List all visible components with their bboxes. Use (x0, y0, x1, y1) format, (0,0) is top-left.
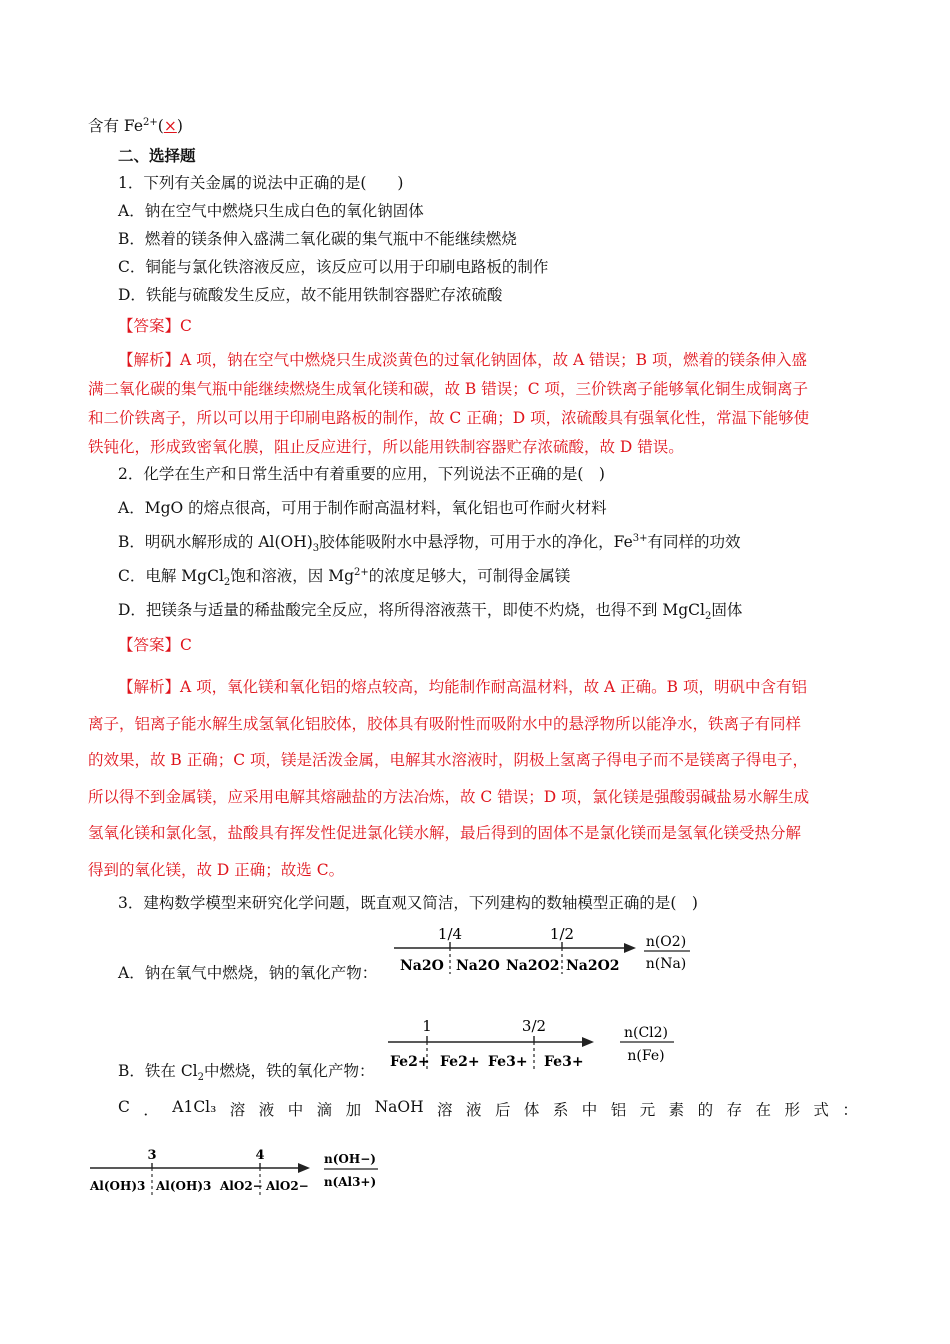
q2-c-sup: 2+ (354, 566, 369, 578)
b-ratio-denominator: n(Fe) (627, 1048, 665, 1064)
q3-b-sub: 2 (197, 1072, 205, 1084)
a-region-4: Na2O2 (566, 958, 620, 974)
b-region-4: Fe3+ (544, 1054, 584, 1070)
a-tick-2: 1/2 (549, 925, 575, 943)
c-token: 后 (494, 1101, 511, 1119)
c-token: 中 (287, 1101, 304, 1119)
c-token: 体 (523, 1101, 540, 1119)
q3-b-part1: B．铁在 Cl (118, 1062, 198, 1080)
c-region-1: Al(OH)3 (90, 1179, 146, 1193)
c-token: 中 (581, 1101, 598, 1119)
c-ratio-numerator: n(OH−) (324, 1152, 376, 1166)
c-token: 的 (697, 1101, 714, 1119)
b-tick-1: 1 (422, 1017, 432, 1035)
q2-b-sup: 3+ (632, 532, 648, 544)
c-token: 素 (668, 1101, 685, 1119)
a-region-1: Na2O (400, 958, 444, 974)
q2-c-sub: 2 (223, 577, 231, 589)
c-region-4: AlO2− (266, 1179, 309, 1193)
q1-option-a: A．钠在空气中燃烧只生成白色的氧化钠固体 (118, 202, 424, 220)
c-token: 溶 (437, 1101, 453, 1119)
q3-option-b (118, 1061, 375, 1084)
q1-analysis-line: 和二价铁离子，所以可以用于印刷电路板的制作，故 C 正确；D 项，浓硫酸具有强氧化性，常温下能够使 (88, 409, 810, 427)
q2-analysis (88, 669, 860, 888)
q1-option-c: C．铜能与氯化铁溶液反应，该反应可以用于印刷电路板的制作 (118, 258, 549, 276)
c-token: 溶 (229, 1101, 246, 1119)
q1-option-d: D．铁能与硫酸发生反应，故不能用铁制容器贮存浓硫酸 (118, 286, 503, 304)
q2-option-d (118, 600, 743, 623)
q2-b-part1: B．明矾水解形成的 Al(OH) (118, 533, 313, 551)
c-token: A1Cl₃ (172, 1098, 217, 1116)
section-title: 二、选择题 (118, 146, 196, 165)
b-region-1: Fe2+ (390, 1054, 430, 1070)
q1-stem: 1．下列有关金属的说法中正确的是( ) (118, 174, 404, 192)
c-tick-1: 3 (147, 1148, 157, 1163)
c-token: 滴 (316, 1101, 333, 1119)
q2-option-a: A．MgO 的熔点很高，可用于制作耐高温材料，氧化铝也可作耐火材料 (118, 499, 607, 517)
fe-charge: 2+ (143, 116, 158, 128)
q2-c-part2: 饱和溶液，因 Mg (230, 567, 355, 585)
c-token: 在 (755, 1101, 772, 1119)
wrong-mark: × (163, 117, 177, 135)
c-token: 加 (345, 1101, 362, 1119)
q3-c-number-line (86, 1146, 396, 1202)
q3-a-number-line (388, 922, 698, 984)
q1-analysis-line: 满二氧化碳的集气瓶中能继续燃烧生成氧化镁和碳，故 B 错误；C 项，三价铁离子能够氧化铜生成铜离子 (88, 380, 809, 398)
b-region-2: Fe2+ (440, 1054, 480, 1070)
q2-b-sub: 3 (312, 543, 320, 555)
q3-stem: 3．建构数学模型来研究化学问题，既直观又简洁，下列建构的数轴模型正确的是( ) (118, 894, 698, 912)
q2-analysis-line: 的效果，故 B 正确；C 项，镁是活泼金属，电解其水溶液时，阴极上氢离子得电子而不是镁离子得电子， (88, 751, 809, 769)
q2-d-part1: D．把镁条与适量的稀盐酸完全反应，将所得溶液蒸干，即使不灼烧，也得不到 MgCl (118, 601, 705, 619)
q2-c-part1: C．电解 MgCl (118, 567, 224, 585)
c-token: ． (143, 1101, 159, 1119)
a-ratio-denominator: n(Na) (645, 956, 687, 972)
open-paren: ( (157, 117, 164, 135)
q3-option-c (118, 1098, 858, 1120)
q2-stem: 2．化学在生产和日常生活中有着重要的应用，下列说法不正确的是( ) (118, 465, 605, 483)
q2-option-b (118, 532, 741, 555)
c-token: ： (842, 1101, 858, 1119)
q1-analysis (88, 346, 860, 462)
c-token: 元 (639, 1101, 656, 1119)
c-token: NaOH (374, 1098, 424, 1116)
q2-analysis-line: 氢氧化镁和氯化氢，盐酸具有挥发性促进氯化镁水解，最后得到的固体不是氯化镁而是氢氧化镁受热分解 (88, 824, 802, 842)
c-region-2: Al(OH)3 (156, 1179, 212, 1193)
q2-d-sub: 2 (704, 611, 712, 623)
q2-b-part2: 胶体能吸附水中悬浮物，可用于水的净化，Fe (319, 533, 633, 551)
c-region-3: AlO2− (220, 1179, 263, 1193)
b-tick-2: 3/2 (521, 1017, 547, 1035)
c-token: C (118, 1098, 130, 1116)
c-token: 液 (465, 1101, 482, 1119)
q1-analysis-line: 铁钝化，形成致密氧化膜，阻止反应进行，所以能用铁制容器贮存浓硫酸，故 D 错误。 (88, 438, 684, 456)
a-tick-1: 1/4 (437, 925, 463, 943)
q2-option-c (118, 566, 571, 589)
fe-text: 含有 Fe (88, 117, 144, 135)
q3-option-a: A．钠在氧气中燃烧，钠的氧化产物： (118, 964, 378, 982)
q1-answer: 【答案】C (118, 317, 192, 335)
q2-analysis-line: 所以得不到金属镁，应采用电解其熔融盐的方法冶炼，故 C 错误；D 项，氯化镁是强酸弱碱盐易水解生成 (88, 787, 810, 806)
b-ratio-numerator: n(Cl2) (623, 1025, 669, 1041)
c-token: 存 (726, 1101, 743, 1119)
c-token: 液 (258, 1101, 275, 1119)
q1-option-b: B．燃着的镁条伸入盛满二氧化碳的集气瓶中不能继续燃烧 (118, 230, 517, 248)
c-token: 铝 (610, 1101, 627, 1119)
q2-analysis-line: 得到的氧化镁，故 D 正确；故选 C。 (88, 860, 345, 879)
q2-b-part3: 有同样的功效 (647, 533, 741, 551)
c-tick-2: 4 (255, 1148, 265, 1163)
previous-item-tail (88, 116, 183, 136)
a-region-2: Na2O (456, 958, 500, 974)
q3-b-part2: 中燃烧，铁的氧化产物： (204, 1062, 375, 1080)
b-region-3: Fe3+ (488, 1054, 528, 1070)
q2-answer: 【答案】C (118, 636, 192, 654)
a-ratio-numerator: n(O2) (645, 934, 687, 950)
q2-analysis-line: 【解析】A 项，氧化镁和氧化铝的熔点较高，均能制作耐高温材料，故 A 正确。B 项，明矾中含有铝 (118, 678, 807, 696)
q2-analysis-line: 离子，铝离子能水解生成氢氧化铝胶体，胶体具有吸附性而吸附水中的悬浮物所以能净水，铁离子有同样 (88, 714, 802, 733)
close-paren: ) (176, 117, 183, 135)
c-ratio-denominator: n(Al3+) (323, 1175, 377, 1189)
q2-c-part3: 的浓度足够大，可制得金属镁 (368, 567, 571, 585)
q1-analysis-line: 【解析】A 项，钠在空气中燃烧只生成淡黄色的过氧化钠固体，故 A 错误；B 项，燃着的镁条伸入盛 (118, 351, 807, 369)
c-token: 形 (784, 1101, 800, 1119)
q2-d-part2: 固体 (711, 601, 743, 619)
a-region-3: Na2O2 (506, 958, 560, 974)
q3-b-number-line (384, 1014, 684, 1078)
c-token: 系 (552, 1101, 569, 1119)
c-token: 式 (813, 1101, 829, 1119)
